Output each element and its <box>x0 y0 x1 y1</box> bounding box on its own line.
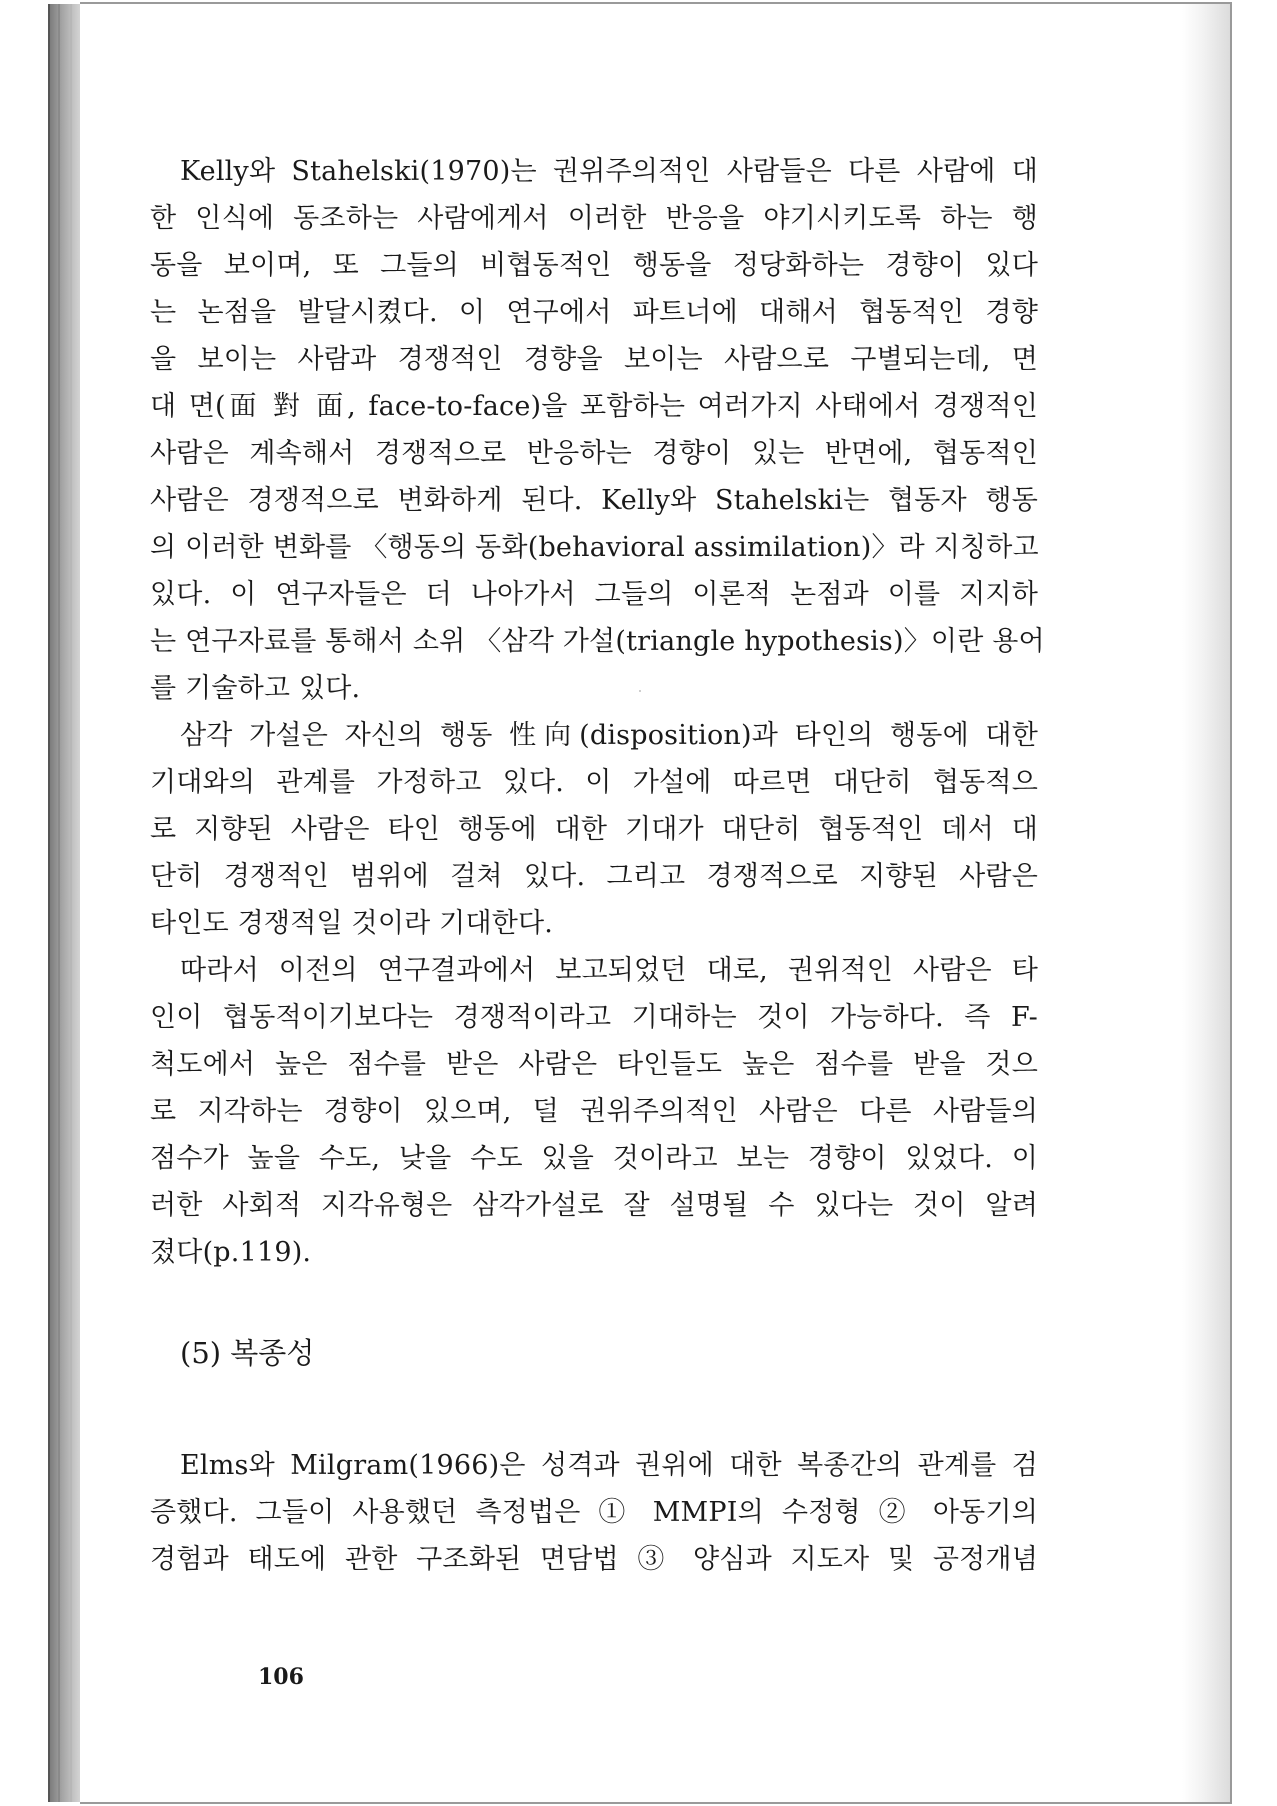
text-line: 단히 경쟁적인 범위에 걸쳐 있다. 그리고 경쟁적으로 지향된 사람은 <box>150 861 1038 892</box>
text-line: 따라서 이전의 연구결과에서 보고되었던 대로, 권위적인 사람은 타 <box>180 955 1038 986</box>
text-line: 졌다(p.119). <box>150 1237 312 1268</box>
text-line: 의 이러한 변화를 〈행동의 동화(behavioral assimilation)〉라 지칭하고 <box>150 532 1039 563</box>
text-line: 러한 사회적 지각유형은 삼각가설로 잘 설명될 수 있다는 것이 알려 <box>150 1190 1038 1221</box>
page-number: 106 <box>258 1664 304 1690</box>
text-line: 삼각 가설은 자신의 행동 性向(disposition)과 타인의 행동에 대한 <box>180 720 1038 751</box>
page-shadow <box>1182 4 1230 1802</box>
paragraph-1 <box>150 148 1045 712</box>
text-line: 기대와의 관계를 가정하고 있다. 이 가설에 따르면 대단히 협동적으 <box>150 767 1038 798</box>
text-line: 를 기술하고 있다. <box>150 673 361 704</box>
spacer <box>150 1378 1038 1442</box>
text-line: Kelly와 Stahelski(1970)는 권위주의적인 사람들은 다른 사람에 대 <box>180 156 1038 187</box>
text-line: 대 면(面 對 面, face-to-face)을 포함하는 여러가지 사태에서 경쟁적인 <box>150 391 1038 422</box>
text-line: 로 지각하는 경향이 있으며, 덜 권위주의적인 사람은 다른 사람들의 <box>150 1096 1038 1127</box>
text-line: 인이 협동적이기보다는 경쟁적이라고 기대하는 것이 가능하다. 즉 F- <box>150 1002 1038 1033</box>
text-line: 점수가 높을 수도, 낮을 수도 있을 것이라고 보는 경향이 있었다. 이 <box>150 1143 1038 1174</box>
paragraph-2 <box>150 712 1038 947</box>
text-line: 는 연구자료를 통해서 소위 〈삼각 가설(triangle hypothesis)〉이란 용어 <box>150 626 1045 657</box>
text-line: 사람은 계속해서 경쟁적으로 반응하는 경향이 있는 반면에, 협동적인 <box>150 438 1038 469</box>
text-line: 증했다. 그들이 사용했던 측정법은 ① MMPI의 수정형 ② 아동기의 <box>150 1497 1038 1528</box>
text-line: 경험과 태도에 관한 구조화된 면담법 ③ 양심과 지도자 및 공정개념 <box>150 1544 1038 1575</box>
section-heading: (5) 복종성 <box>180 1336 315 1370</box>
section-paragraph <box>150 1442 1038 1583</box>
text-line: 을 보이는 사람과 경쟁적인 경향을 보이는 사람으로 구별되는데, 면 <box>150 344 1038 375</box>
text-line: 있다. 이 연구자들은 더 나아가서 그들의 이론적 논점과 이를 지지하 <box>150 579 1038 610</box>
text-line: 척도에서 높은 점수를 받은 사람은 타인들도 높은 점수를 받을 것으 <box>150 1049 1038 1080</box>
book-page-edges <box>48 4 84 1802</box>
text-line: 타인도 경쟁적일 것이라 기대한다. <box>150 908 554 939</box>
text-line: 동을 보이며, 또 그들의 비협동적인 행동을 정당화하는 경향이 있다 <box>150 250 1038 281</box>
text-line: 는 논점을 발달시켰다. 이 연구에서 파트너에 대해서 협동적인 경향 <box>150 297 1038 328</box>
paragraph-3 <box>150 947 1038 1276</box>
text-line: 한 인식에 동조하는 사람에게서 이러한 반응을 야기시키도록 하는 행 <box>150 203 1038 234</box>
text-line: 로 지향된 사람은 타인 행동에 대한 기대가 대단히 협동적인 데서 대 <box>150 814 1038 845</box>
page-content <box>150 148 1045 1583</box>
text-line: 사람은 경쟁적으로 변화하게 된다. Kelly와 Stahelski는 협동자 행동 <box>150 485 1038 516</box>
text-line: Elms와 Milgram(1966)은 성격과 권위에 대한 복종간의 관계를 검 <box>180 1450 1038 1481</box>
scan-speck <box>639 690 641 692</box>
